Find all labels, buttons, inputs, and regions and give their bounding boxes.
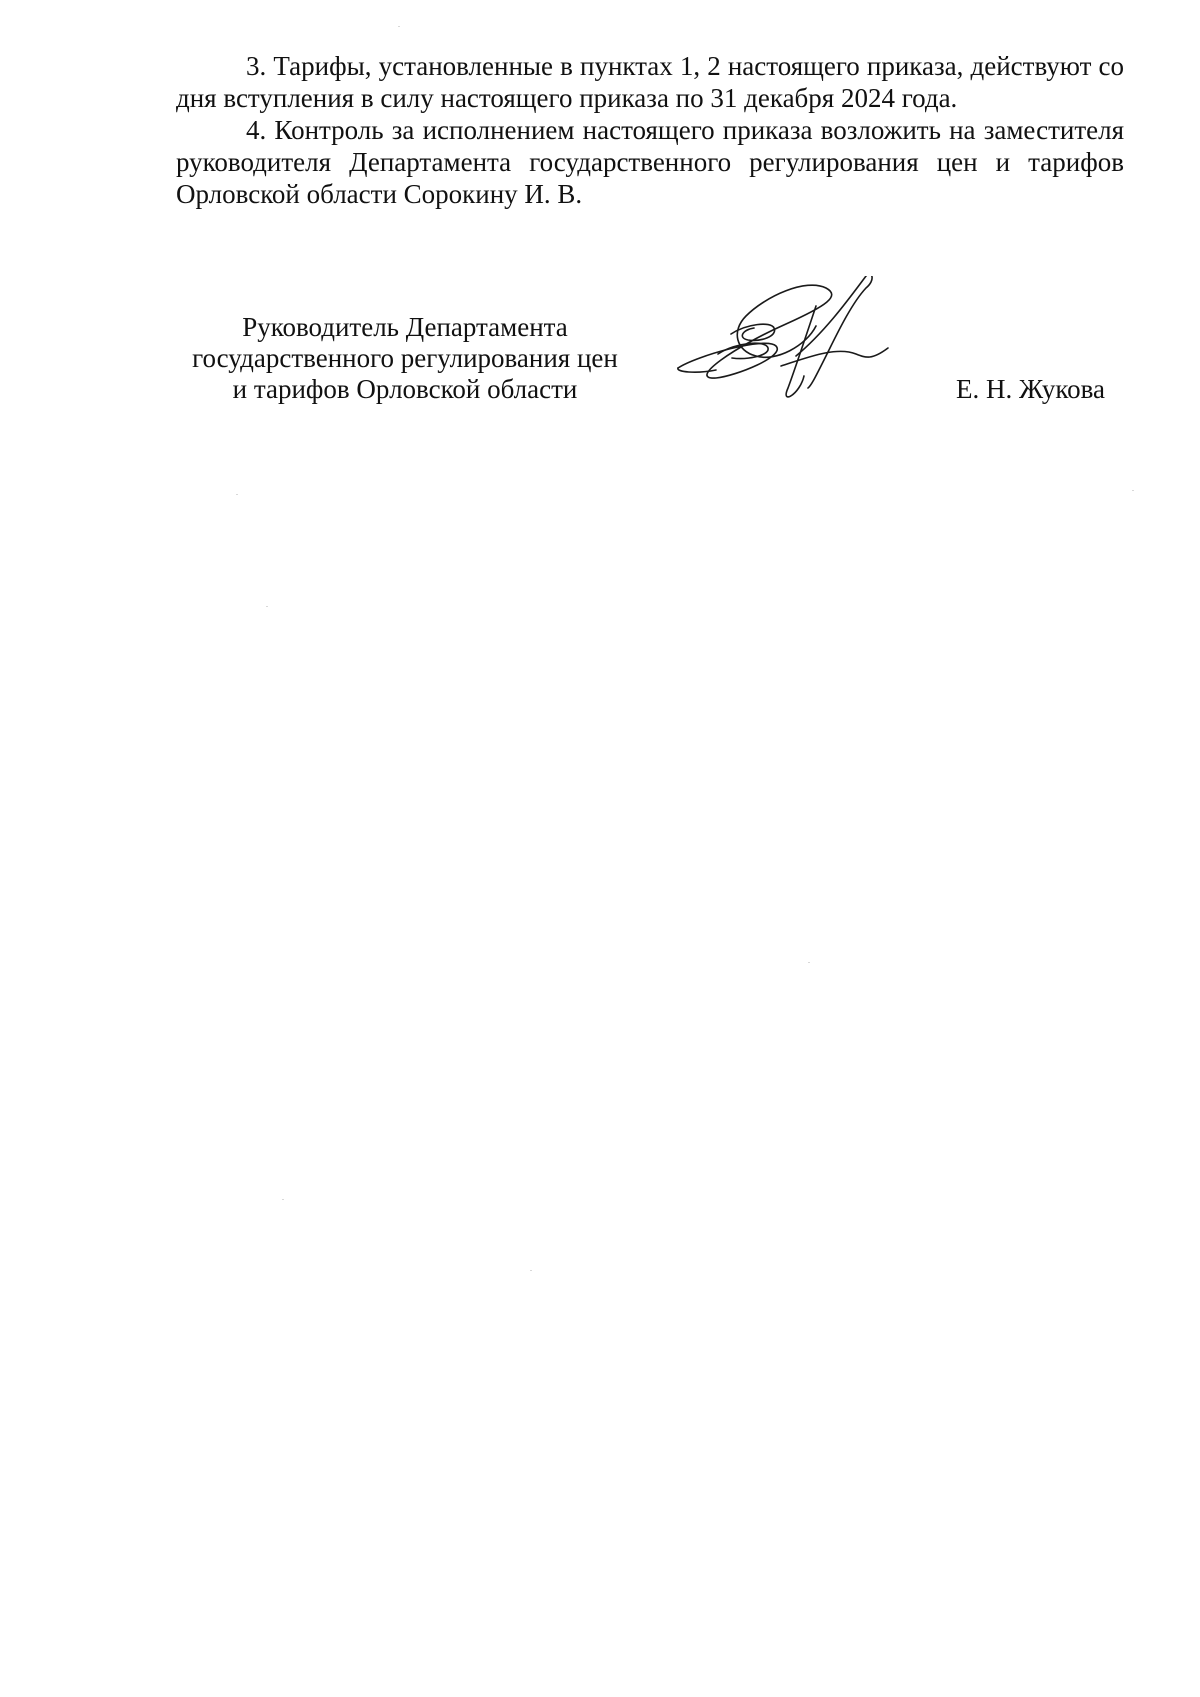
signatory-title-line: и тарифов Орловской области — [232, 374, 578, 404]
scan-speck — [530, 1270, 532, 1271]
scan-speck — [282, 1199, 284, 1200]
signer-name: Е. Н. Жукова — [956, 374, 1105, 404]
scan-speck — [266, 606, 268, 607]
paragraph-4: 4. Контроль за исполнением настоящего приказа возложить на заместителя руководителя Департамента государственного регулирования цен и тарифов Орловской области Сорокину И. В. — [176, 115, 1124, 209]
signatory-title-line: государственного регулирования цен — [192, 343, 618, 373]
scan-speck — [1132, 490, 1134, 491]
scan-speck — [398, 26, 400, 27]
signatory-title — [170, 312, 640, 405]
document-body — [176, 50, 1124, 210]
paragraph-3: 3. Тарифы, установленные в пунктах 1, 2 настоящего приказа, действуют со дня вступления в силу настоящего приказа по 31 декабря 2024 года. — [176, 51, 1124, 113]
scan-speck — [236, 494, 238, 495]
signatory-title-line: Руководитель Департамента — [242, 312, 568, 342]
scan-speck — [808, 962, 810, 963]
handwritten-signature — [676, 276, 916, 426]
